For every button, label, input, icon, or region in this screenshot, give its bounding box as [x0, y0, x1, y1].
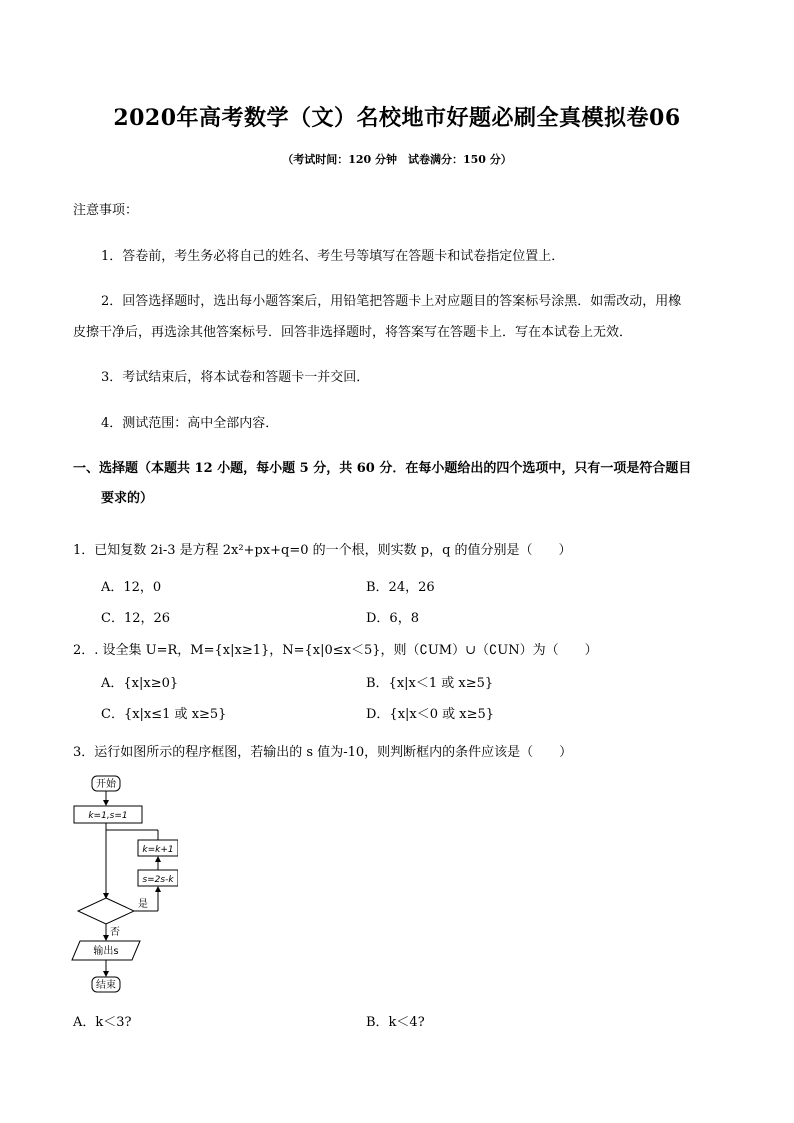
notice-item-3: 3．考试结束后，将本试卷和答题卡一并交回．	[101, 370, 370, 385]
flowchart-output-label: 输出s	[93, 946, 119, 957]
notice-item-4: 4．测试范围：高中全部内容．	[101, 416, 279, 431]
notice-heading: 注意事项：	[73, 203, 139, 218]
notice-item-2-cont: 皮擦干净后，再选涂其他答案标号．回答非选择题时，将答案写在答题卡上．写在本试卷上无效．	[73, 325, 633, 340]
program-flowchart	[68, 770, 178, 1000]
flowchart-end-label: 结束	[96, 980, 116, 991]
q1-stem: 1．已知复数 2i-3 是方程 2x²+px+q=0 的一个根，则实数 p，q 的值分别是（ ）	[73, 543, 572, 558]
page-title: 2020年高考数学（文）名校地市好题必刷全真模拟卷06	[113, 105, 681, 131]
q3-option-b: B．k＜4?	[366, 1015, 425, 1030]
q1-option-d: D．6，8	[366, 611, 419, 626]
q1-option-a: A．12，0	[101, 580, 162, 595]
q2-option-b: B．{x|x＜1 或 x≥5}	[366, 676, 494, 691]
q1-option-b: B．24，26	[366, 580, 435, 595]
flowchart-yes-label: 是	[138, 899, 148, 910]
notice-item-2: 2．回答选择题时，选出每小题答案后，用铅笔把答题卡上对应题目的答案标号涂黑．如需改动，用橡	[101, 294, 682, 309]
flowchart-increment-label: k=k+1	[142, 845, 174, 855]
flowchart-init-label: k=1,s=1	[88, 811, 128, 821]
section-heading: 一、选择题（本题共 12 小题，每小题 5 分，共 60 分．在每小题给出的四个选项中，只有一项是符合题目	[73, 461, 692, 476]
q2-option-a: A．{x|x≥0}	[101, 676, 179, 691]
flowchart-update-label: s=2s-k	[142, 875, 174, 885]
q1-option-c: C．12，26	[101, 611, 171, 626]
q3-stem: 3．运行如图所示的程序框图，若输出的 s 值为-10，则判断框内的条件应该是（ ）	[73, 745, 573, 760]
flowchart-no-label: 否	[110, 927, 120, 938]
flowchart-decision	[78, 898, 134, 924]
q2-stem: 2．. 设全集 U=R，M={x|x≥1}，N={x|0≤x＜5}，则（∁UM）∪（∁UN）为（ ）	[73, 643, 598, 658]
q2-option-c: C．{x|x≤1 或 x≥5}	[101, 707, 227, 722]
exam-info: （考试时间：120 分钟 试卷满分：150 分）	[282, 153, 512, 166]
q3-option-a: A．k＜3?	[73, 1015, 132, 1030]
q2-option-d: D．{x|x＜0 或 x≥5}	[366, 707, 495, 722]
notice-item-1: 1．答卷前，考生务必将自己的姓名、考生号等填写在答题卡和试卷指定位置上．	[101, 249, 565, 264]
section-heading-cont: 要求的）	[101, 491, 154, 506]
flowchart-start-label: 开始	[96, 779, 116, 790]
